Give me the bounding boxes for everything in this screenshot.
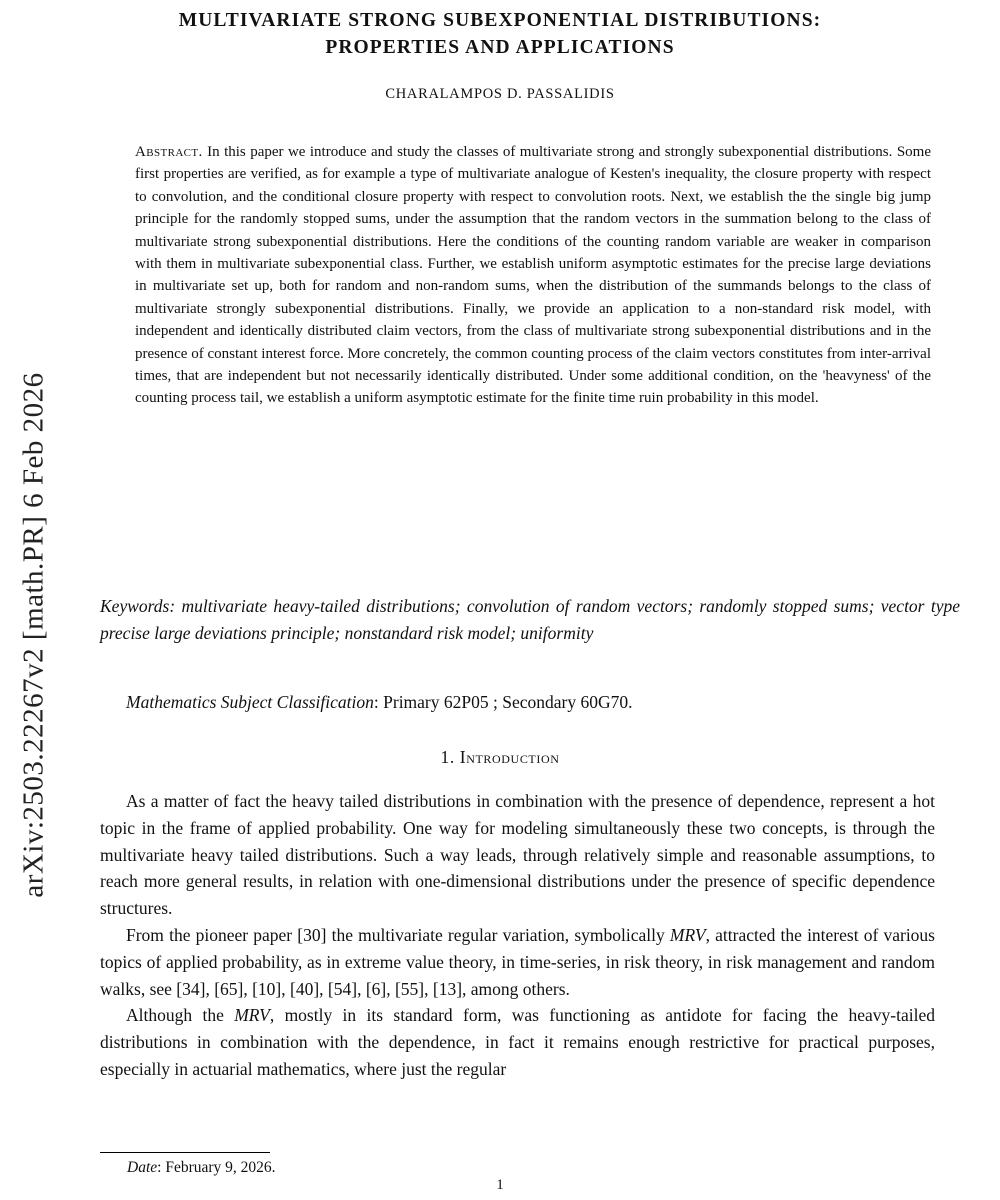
math-term-mrv: MRV xyxy=(669,924,706,945)
paragraph-text: Although the xyxy=(126,1005,235,1026)
date-line xyxy=(127,1159,276,1177)
paper-title-line2: PROPERTIES AND APPLICATIONS xyxy=(325,37,675,58)
msc-text: : Primary 62P05 ; Secondary 60G70. xyxy=(373,692,633,712)
msc-label: Mathematics Subject Classification xyxy=(126,692,374,712)
page-number: 1 xyxy=(496,1177,504,1193)
paragraph-text: From the pioneer paper [30] the multivariate regular variation, symbolically xyxy=(126,924,670,945)
date-text: : February 9, 2026. xyxy=(157,1159,276,1176)
introduction-body xyxy=(100,788,935,1083)
footnote-rule xyxy=(100,1152,270,1153)
arxiv-watermark: arXiv:2503.22267v2 [math.PR] 6 Feb 2026 xyxy=(17,372,50,898)
intro-paragraph-2 xyxy=(100,922,935,1002)
abstract-label: Abstract. xyxy=(135,144,203,160)
date-label: Date xyxy=(127,1159,158,1176)
paragraph-text: , attracted the interest of various topics of applied probability, as in extreme value theory, in time-series, in risk theory, in risk management and random walks, see [34], [65], [10], [40], [54], [6], [55], [13], among others. xyxy=(100,924,935,999)
keywords-block: Keywords: multivariate heavy-tailed distributions; convolution of random vectors; randomly stopped sums; vector type precise large deviations principle; nonstandard risk model; uniformity xyxy=(100,596,960,643)
intro-paragraph-3 xyxy=(100,1002,935,1082)
abstract-block xyxy=(135,141,931,410)
intro-paragraph-1: As a matter of fact the heavy tailed distributions in combination with the presence of dependence, represent a hot topic in the frame of applied probability. One way for modeling simultaneously these two concepts, is through the multivariate heavy tailed distributions. Such a way leads, through relatively simple and reasonable assumptions, to reach more general results, in relation with one-dimensional distributions under the presence of specific dependence structures. xyxy=(100,791,935,919)
section-heading-introduction: 1. Introduction xyxy=(440,747,560,767)
paper-title-line1: MULTIVARIATE STRONG SUBEXPONENTIAL DISTRIBUTIONS: xyxy=(178,10,822,31)
msc-line xyxy=(100,692,945,713)
paragraph-text: , mostly in its standard form, was functioning as antidote for facing the heavy-tailed distributions in combination with the dependence, in fact it remains enough restrictive for practical purposes, especially in actuarial mathematics, where just the regular xyxy=(100,1005,935,1079)
math-term-mrv: MRV xyxy=(234,1005,270,1026)
abstract-text: In this paper we introduce and study the classes of multivariate strong and strongly subexponential distributions. Some first properties are verified, as for example a type of multivariate analogue of Kesten's inequality, the closure property with respect to convolution, and the conditional closure property with respect to convolution roots. Next, we establish the the single big jump principle for the randomly stopped sums, under the assumption that the random vectors in the summation belong to the class of multivariate strong subexponential distributions. Here the conditions of the counting random variable are weaker in comparison with them in multivariate subexponential class. Further, we establish uniform asymptotic estimates for the precise large deviations in multivariate set up, both for random and non-random sums, when the distribution of the summands belongs to the class of multivariate strongly subexponential distributions. Finally, we provide an application to a non-standard risk model, with independent and identically distributed claim vectors, from the class of multivariate strong subexponential distributions and in the presence of constant interest force. More concretely, the common counting process of the claim vectors constitutes from inter-arrival times, that are independent but not necessarily identically distributed. Under some additional condition, on the 'heavyness' of the counting process tail, we establish a uniform asymptotic estimate for the finite time ruin probability in this model. xyxy=(135,144,931,407)
paper-title xyxy=(0,7,1000,61)
author-name: CHARALAMPOS D. PASSALIDIS xyxy=(385,86,615,102)
